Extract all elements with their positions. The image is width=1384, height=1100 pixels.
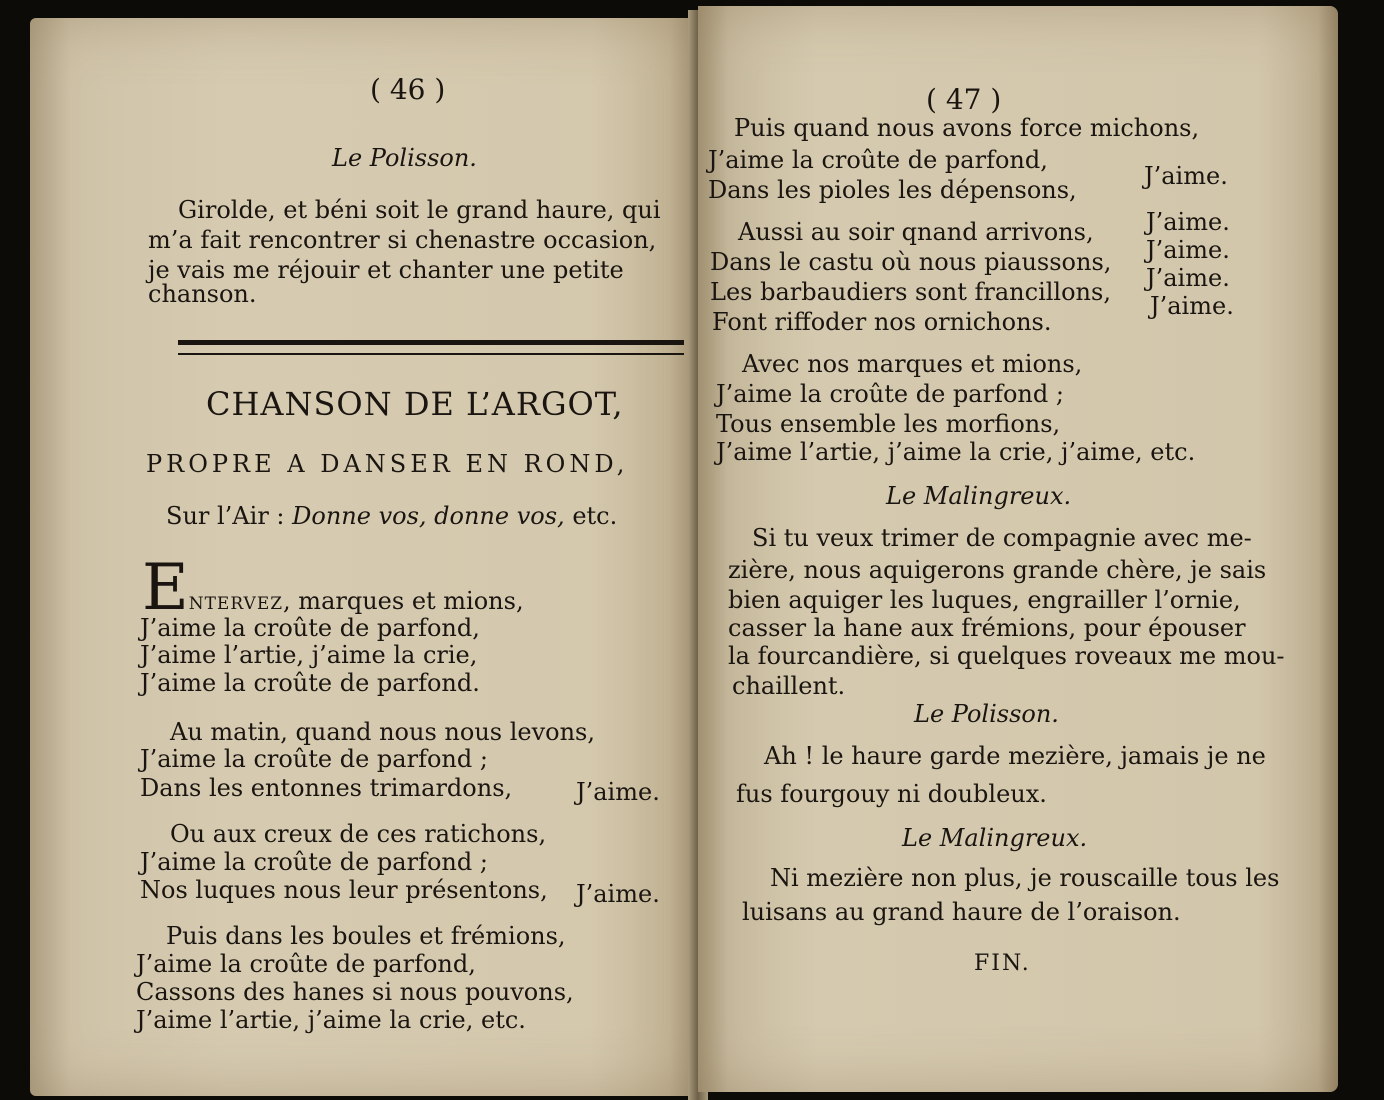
verse-line: Ou aux creux de ces ratichons, — [170, 820, 547, 848]
refrain: J’aime. — [1150, 292, 1234, 320]
prose-line: Ah ! le haure garde mezière, jamais je ne — [764, 742, 1266, 770]
verse-line: J’aime la croûte de parfond, — [708, 146, 1048, 174]
air-line — [166, 502, 617, 530]
prose-line: Si tu veux trimer de compagnie avec me- — [752, 524, 1252, 552]
refrain: J’aime. — [576, 880, 660, 908]
divider-rule — [178, 340, 684, 355]
prose-line: la fourcandière, si quelques roveaux me mou- — [728, 642, 1285, 670]
verse-line: J’aime la croûte de parfond, — [136, 950, 476, 978]
page-number: ( 47 ) — [926, 83, 1002, 116]
verse-line: J’aime l’artie, j’aime la crie, — [140, 641, 478, 669]
speaker-heading: Le Malingreux. — [886, 482, 1072, 510]
verse-line: Tous ensemble les morfions, — [716, 410, 1061, 438]
verse-line: Dans les entonnes trimardons, — [140, 774, 513, 802]
prose-line: je vais me réjouir et chanter une petite — [148, 256, 624, 284]
prose-line: zière, nous aquigerons grande chère, je sais — [728, 556, 1267, 584]
prose-line: fus fourgouy ni doubleux. — [736, 780, 1047, 808]
left-page — [30, 18, 698, 1096]
verse-line: Dans le castu où nous piaussons, — [710, 248, 1112, 276]
verse-line: Aussi au soir qnand arrivons, — [738, 218, 1094, 246]
air-suffix: etc. — [572, 502, 618, 530]
prose-line: casser la hane aux frémions, pour épouser — [728, 614, 1246, 642]
page-number: ( 46 ) — [370, 73, 446, 106]
verse-line: Avec nos marques et mions, — [742, 350, 1083, 378]
verse-line: J’aime l’artie, j’aime la crie, etc. — [136, 1006, 526, 1034]
stanza-first-line — [142, 551, 524, 625]
speaker-heading: Le Malingreux. — [902, 824, 1088, 852]
small-caps-word: NTERVEZ — [188, 594, 284, 614]
verse-line: J’aime la croûte de parfond ; — [140, 745, 488, 773]
song-subtitle: PROPRE A DANSER EN ROND, — [146, 450, 629, 478]
prose-line: Ni mezière non plus, je rouscaille tous les — [770, 864, 1280, 892]
verse-line: Les barbaudiers sont francillons, — [710, 278, 1111, 306]
prose-line: chanson. — [148, 280, 257, 308]
verse-line: J’aime la croûte de parfond. — [140, 669, 480, 697]
end-marker: FIN. — [974, 951, 1031, 976]
verse-line: Dans les pioles les dépensons, — [708, 176, 1077, 204]
refrain: J’aime. — [1146, 236, 1230, 264]
prose-line: Girolde, et béni soit le grand haure, qui — [178, 196, 661, 224]
speaker-heading: Le Polisson. — [914, 700, 1059, 728]
prose-line: m’a fait rencontrer si chenastre occasion, — [148, 226, 657, 254]
verse-line: Puis dans les boules et frémions, — [166, 922, 566, 950]
refrain: J’aime. — [1146, 264, 1230, 292]
verse-line: Cassons des hanes si nous pouvons, — [136, 978, 574, 1006]
drop-cap: E — [142, 551, 189, 625]
air-name: Donne vos, donne vos, — [292, 502, 565, 530]
air-prefix: Sur l’Air : — [166, 502, 285, 530]
verse-line: Nos luques nous leur présentons, — [140, 876, 548, 904]
verse-line: Font riffoder nos ornichons. — [712, 308, 1052, 336]
song-title: CHANSON DE L’ARGOT, — [206, 385, 624, 423]
refrain: J’aime. — [1146, 208, 1230, 236]
verse-line: J’aime l’artie, j’aime la crie, j’aime, etc. — [716, 438, 1196, 466]
prose-line: chaillent. — [732, 672, 846, 700]
refrain: J’aime. — [576, 778, 660, 806]
verse-line: J’aime la croûte de parfond ; — [140, 848, 488, 876]
verse-line: J’aime la croûte de parfond, — [140, 614, 480, 642]
refrain: J’aime. — [1144, 162, 1228, 190]
verse-line: J’aime la croûte de parfond ; — [716, 380, 1064, 408]
verse-line: Au matin, quand nous nous levons, — [170, 718, 596, 746]
verse-line: , marques et mions, — [283, 587, 524, 615]
right-page — [698, 6, 1338, 1092]
verse-line: Puis quand nous avons force michons, — [734, 114, 1200, 142]
speaker-heading: Le Polisson. — [332, 144, 477, 172]
prose-line: luisans au grand haure de l’oraison. — [742, 898, 1181, 926]
prose-line: bien aquiger les luques, engrailler l’ornie, — [728, 586, 1241, 614]
